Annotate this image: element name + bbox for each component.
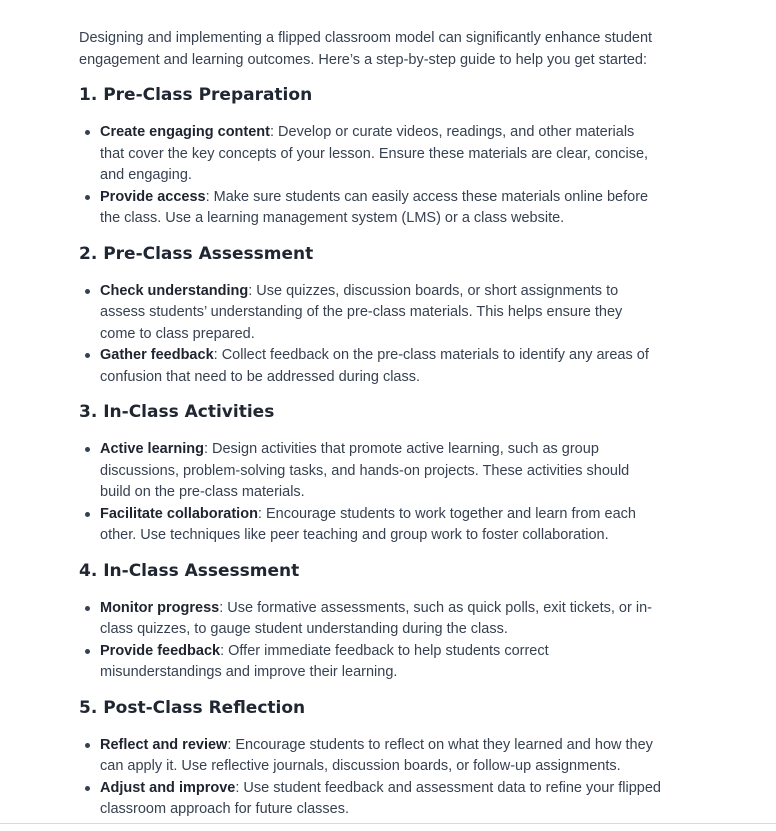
bullet-icon <box>85 786 90 791</box>
list-item <box>79 778 661 821</box>
list-item-term: Provide access <box>100 188 206 205</box>
bullet-icon <box>85 606 90 611</box>
list-item-text: : Make sure students can easily access these materials online before the class. Use a learning management system (LMS) or a class website. <box>100 188 649 226</box>
section-heading-pre-class-preparation: 1. Pre-Class Preparation <box>79 85 313 105</box>
bullet-icon <box>85 512 90 517</box>
list-item-term: Check understanding <box>100 282 249 299</box>
list-item-text: : Encourage students to reflect on what they learned and how they can apply it. Use reflective journals, discussion boards, or follow-up assignments. <box>100 736 653 774</box>
list-item-term: Adjust and improve <box>100 779 236 796</box>
list-item-term: Provide feedback <box>100 642 221 659</box>
list-item-text: : Offer immediate feedback to help students correct misunderstandings and improve their learning. <box>100 642 549 680</box>
list-item <box>79 439 661 504</box>
section-list-pre-class-preparation <box>79 122 661 230</box>
bullet-icon <box>85 195 90 200</box>
section-list-pre-class-assessment <box>79 281 661 389</box>
list-item-text: : Develop or curate videos, readings, and other materials that cover the key concepts of your lesson. Ensure these materials are clear, concise, and engaging. <box>100 124 649 183</box>
list-item <box>79 735 661 778</box>
list-item <box>79 281 661 346</box>
section-list-in-class-assessment <box>79 598 661 684</box>
section-list-in-class-activities <box>79 439 661 547</box>
bullet-icon <box>85 289 90 294</box>
response-body <box>79 28 661 831</box>
bottom-edge <box>0 824 776 831</box>
section-list-post-class-reflection <box>79 735 661 821</box>
section-heading-pre-class-assessment: 2. Pre-Class Assessment <box>79 243 314 264</box>
list-item-term: Reflect and review <box>100 736 228 753</box>
list-item <box>79 598 661 641</box>
list-item-term: Gather feedback <box>100 347 214 363</box>
list-item-text: : Use quizzes, discussion boards, or short assignments to assess students’ understanding of the pre-class materials. This helps ensure they come to class prepared. <box>100 282 623 342</box>
bullet-icon <box>85 447 90 452</box>
list-item-term: Monitor progress <box>100 599 220 616</box>
section-heading-post-class-reflection: 5. Post-Class Reflection <box>79 697 306 718</box>
list-item-text: : Collect feedback on the pre-class materials to identify any areas of confusion that need to be addressed during class. <box>100 347 649 385</box>
list-item-text: : Design activities that promote active learning, such as group discussions, problem-solving tasks, and hands-on projects. These activities should build on the pre-class materials. <box>100 441 630 500</box>
bullet-icon <box>85 743 90 748</box>
list-item <box>79 187 661 230</box>
section-heading-in-class-assessment: 4. In-Class Assessment <box>79 560 300 581</box>
bullet-icon <box>85 649 90 654</box>
list-item <box>79 641 661 684</box>
bullet-icon <box>85 353 90 358</box>
list-item <box>79 504 661 547</box>
list-item-text: : Encourage students to work together and learn from each other. Use techniques like peer teaching and group work to foster collaboration. <box>100 505 636 543</box>
list-item-term: Active learning <box>100 441 204 457</box>
list-item <box>79 122 661 187</box>
list-item-term: Facilitate collaboration <box>100 505 258 522</box>
list-item-term: Create engaging content <box>100 124 270 140</box>
list-item <box>79 345 661 388</box>
bullet-icon <box>85 130 90 135</box>
list-item-text: : Use formative assessments, such as quick polls, exit tickets, or in-class quizzes, to gauge student understanding during the class. <box>100 599 652 637</box>
intro-paragraph: Designing and implementing a flipped classroom model can significantly enhance student engagement and learning outcomes. Here’s a step-by-step guide to help you get started: <box>79 30 653 68</box>
section-heading-in-class-activities: 3. In-Class Activities <box>79 402 275 422</box>
list-item-text: : Use student feedback and assessment data to refine your flipped classroom approach for future classes. <box>100 779 661 817</box>
